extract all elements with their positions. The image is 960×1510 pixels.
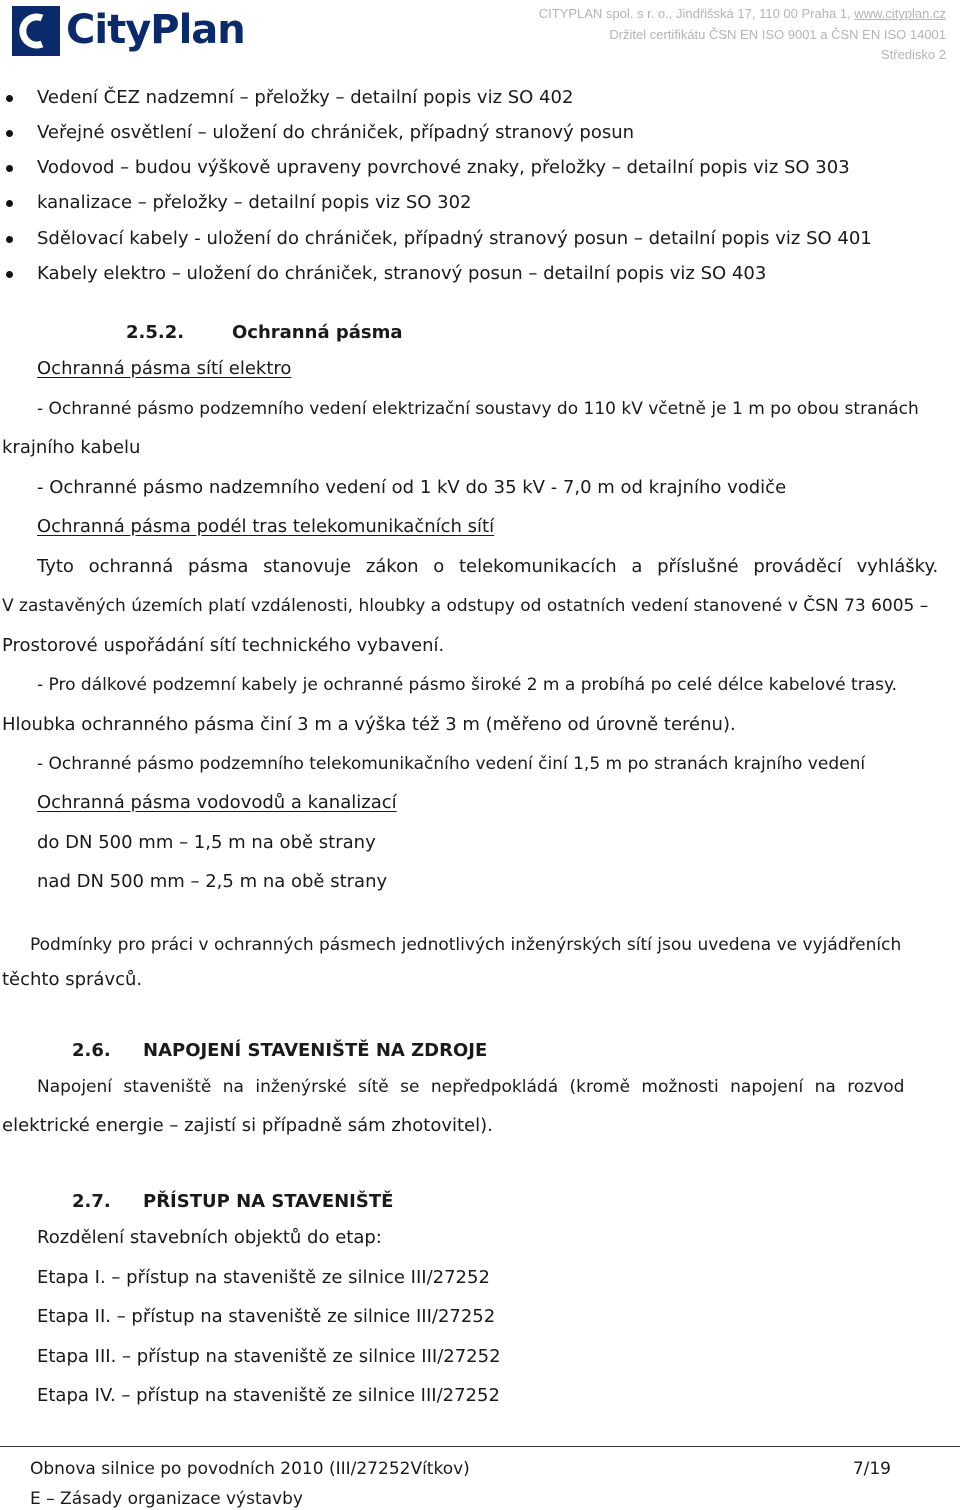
list-item-text: Veřejné osvětlení – uložení do chrániček, případný stranový posun [37,122,635,143]
paragraph: Rozdělení stavebních objektů do etap: [37,1227,382,1248]
list-item: Etapa I. – přístup na staveniště ze silnice III/27252 [37,1267,490,1288]
certification-line: Držitel certifikátu ČSN EN ISO 9001 a ČSN EN ISO 14001 [609,27,946,42]
section-number: 2.6. [72,1040,111,1061]
paragraph: Podmínky pro práci v ochranných pásmech jednotlivých inženýrských sítí jsou uvedena ve vyjádřeních [30,935,902,955]
bullet-icon [6,200,13,207]
paragraph: V zastavěných územích platí vzdálenosti, hloubky a odstupy od ostatních vedení stanovené v ČSN 73 6005 – [2,596,929,616]
paragraph: - Ochranné pásmo podzemního vedení elektrizační soustavy do 110 kV včetně je 1 m po obou stranách [37,399,919,419]
division-label: Středisko 2 [880,47,946,62]
bullet-icon [6,130,13,137]
subsection-heading: Ochranná pásma podél tras telekomunikačních sítí [37,516,495,537]
paragraph: - Ochranné pásmo podzemního telekomunikačního vedení činí 1,5 m po stranách krajního vedení [37,754,866,774]
bullet-icon [6,236,13,243]
section-number: 2.7. [72,1191,111,1212]
footer-divider [0,1446,960,1447]
list-item-text: Vodovod – budou výškově upraveny povrchové znaky, přeložky – detailní popis viz SO 303 [37,157,850,178]
paragraph: Napojení staveniště na inženýrské sítě se nepředpokládá (kromě možnosti napojení na rozvod [37,1077,905,1097]
list-item-text: Kabely elektro – uložení do chrániček, stranový posun – detailní popis viz SO 403 [37,263,767,284]
footer-document: E – Zásady organizace výstavby [30,1489,303,1509]
footer-page-number: 7/19 [852,1459,891,1479]
subsection-heading: Ochranná pásma sítí elektro [37,358,292,379]
paragraph: krajního kabelu [2,437,141,458]
cityplan-logo [12,6,245,58]
logo-text: CityPlan [66,7,245,53]
list-item-text: Sdělovací kabely - uložení do chrániček, případný stranový posun – detailní popis viz SO 401 [37,228,872,249]
paragraph: - Pro dálkové podzemní kabely je ochranné pásmo široké 2 m a probíhá po celé délce kabelové trasy. [37,675,898,695]
section-number: 2.5.2. [126,322,185,343]
paragraph: - Ochranné pásmo nadzemního vedení od 1 kV do 35 kV - 7,0 m od krajního vodiče [37,477,787,498]
section-title: Ochranná pásma [232,322,403,343]
list-item: Etapa III. – přístup na staveniště ze silnice III/27252 [37,1346,501,1367]
paragraph: elektrické energie – zajistí si případně sám zhotovitel). [2,1115,493,1136]
bullet-icon [6,95,13,102]
subsection-heading: Ochranná pásma vodovodů a kanalizací [37,792,397,813]
paragraph: Prostorové uspořádání sítí technického vybavení. [2,635,445,656]
paragraph: Hloubka ochranného pásma činí 3 m a výška též 3 m (měřeno od úrovně terénu). [2,714,736,735]
company-website-link[interactable]: www.cityplan.cz [854,6,946,21]
paragraph: nad DN 500 mm – 2,5 m na obě strany [37,871,388,892]
bullet-icon [6,165,13,172]
list-item-text: kanalizace – přeložky – detailní popis viz SO 302 [37,192,472,213]
list-item: Etapa IV. – přístup na staveniště ze silnice III/27252 [37,1385,500,1406]
paragraph: těchto správců. [2,969,143,990]
paragraph: Tyto ochranná pásma stanovuje zákon o telekomunikacích a příslušné prováděcí vyhlášky. [37,556,939,577]
paragraph: do DN 500 mm – 1,5 m na obě strany [37,832,376,853]
section-title: NAPOJENÍ STAVENIŠTĚ NA ZDROJE [143,1040,488,1061]
logo-mark-icon [12,6,60,56]
company-line: CITYPLAN spol. s r. o., Jindřišská 17, 110 00 Praha 1, [538,6,855,21]
company-address [539,6,946,21]
section-title: PŘÍSTUP NA STAVENIŠTĚ [143,1191,394,1212]
footer-project: Obnova silnice po povodních 2010 (III/27252Vítkov) [30,1459,470,1479]
list-item: Etapa II. – přístup na staveniště ze silnice III/27252 [37,1306,496,1327]
bullet-icon [6,271,13,278]
list-item-text: Vedení ČEZ nadzemní – přeložky – detailní popis viz SO 402 [37,87,574,108]
